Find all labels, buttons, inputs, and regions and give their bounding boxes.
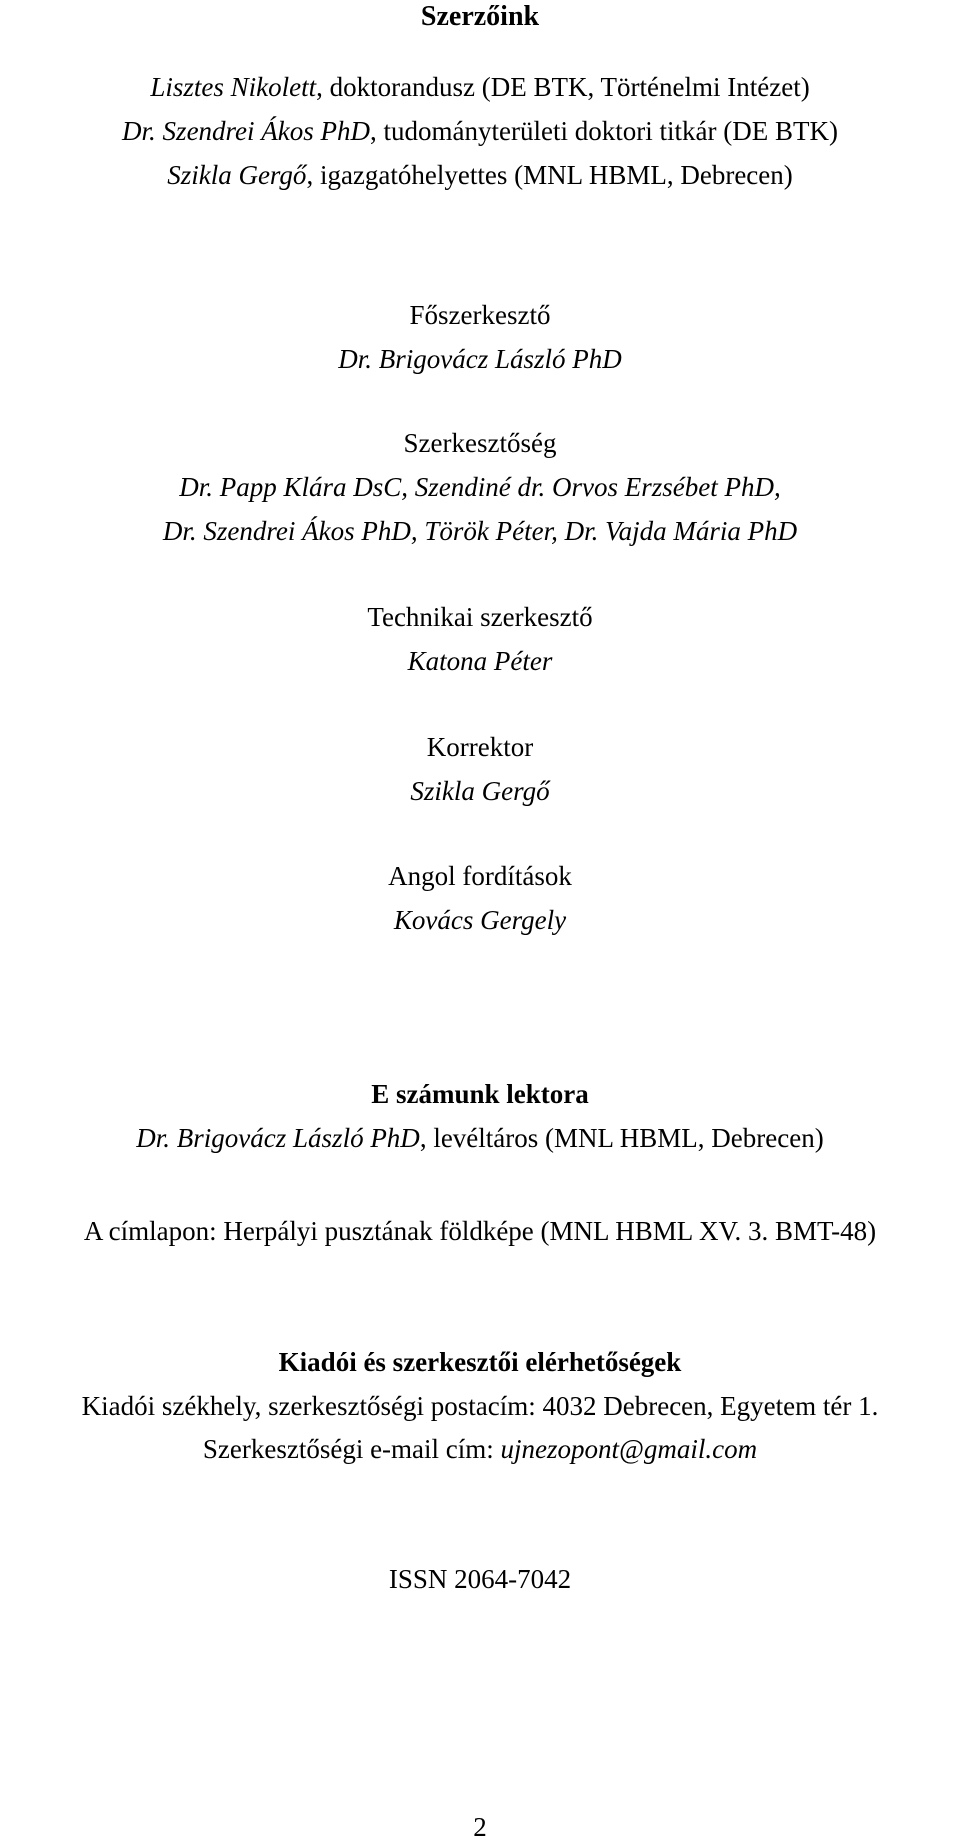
editorial-board-line: Dr. Szendrei Ákos PhD, Török Péter, Dr. Vajda Mária PhD — [162, 516, 798, 546]
author-line — [0, 70, 960, 104]
reviewer-line — [0, 1121, 960, 1155]
editorial-board-line: Dr. Papp Klára DsC, Szendiné dr. Orvos Erzsébet PhD, — [179, 472, 781, 502]
technical-editor-label: Technikai szerkesztő — [367, 602, 593, 632]
email-address: ujnezopont@gmail.com — [500, 1434, 758, 1464]
editorial-board-label: Szerkesztőség — [403, 428, 557, 458]
contacts-heading: Kiadói és szerkesztői elérhetőségek — [278, 1347, 682, 1377]
proofreader-label: Korrektor — [426, 732, 534, 762]
technical-editor-name: Katona Péter — [407, 646, 553, 676]
page-number: 2 — [473, 1812, 487, 1842]
cover-caption: A címlapon: Herpályi pusztának földképe (MNL HBML XV. 3. BMT-48) — [83, 1216, 877, 1246]
reviewer-description: , levéltáros (MNL HBML, Debrecen) — [419, 1123, 824, 1153]
author-description: , doktorandusz (DE BTK, Történelmi Intézet) — [316, 72, 810, 102]
issn: ISSN 2064-7042 — [388, 1564, 572, 1594]
author-name: Lisztes Nikolett — [150, 72, 317, 102]
reviewer-name: Dr. Brigovácz László PhD — [136, 1123, 420, 1153]
author-line — [0, 114, 960, 148]
authors-heading: Szerzőink — [420, 1, 540, 32]
author-description: , igazgatóhelyettes (MNL HBML, Debrecen) — [306, 160, 793, 190]
email-line — [0, 1432, 960, 1466]
email-label: Szerkesztőségi e-mail cím: — [202, 1434, 501, 1464]
proofreader-name: Szikla Gergő — [410, 776, 550, 806]
translations-label: Angol fordítások — [388, 861, 572, 891]
author-name: Dr. Szendrei Ákos PhD — [122, 116, 371, 146]
reviewer-heading: E számunk lektora — [371, 1079, 589, 1109]
translations-name: Kovács Gergely — [393, 905, 567, 935]
editor-in-chief-name: Dr. Brigovácz László PhD — [338, 344, 622, 374]
author-name: Szikla Gergő — [167, 160, 307, 190]
editor-in-chief-label: Főszerkesztő — [409, 300, 551, 330]
author-line — [0, 158, 960, 192]
author-description: , tudományterületi doktori titkár (DE BTK) — [370, 116, 838, 146]
publisher-address: Kiadói székhely, szerkesztőségi postacím: 4032 Debrecen, Egyetem tér 1. — [81, 1391, 879, 1421]
